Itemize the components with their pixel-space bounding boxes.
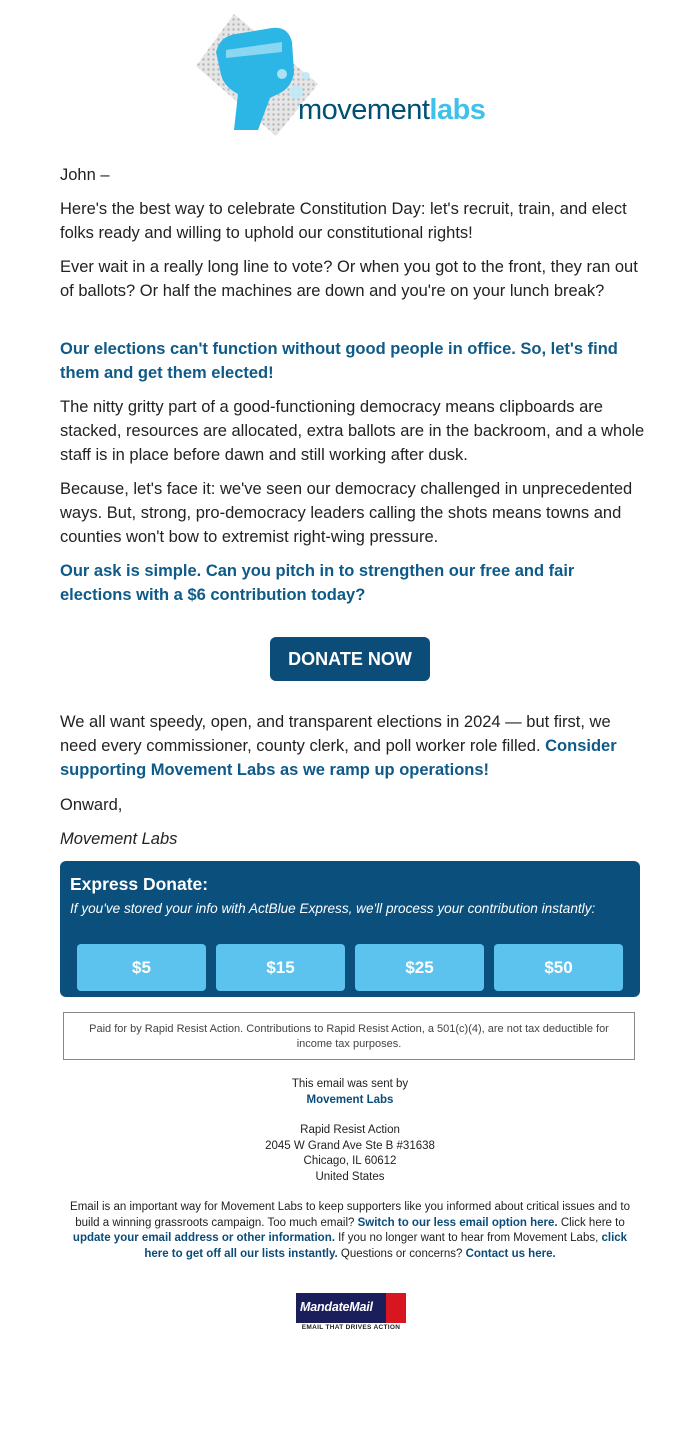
paragraph-1: Here's the best way to celebrate Constitution Day: let's recruit, train, and elect folks ready and willing to uphold our constitutional rights!: [60, 200, 627, 242]
logo-wordmark: [298, 94, 485, 127]
footer-text-1: Email is an important way for Movement Labs to keep supporters like you informed about critical issues and to build a winning grassroots campaign. Too much email?: [70, 1201, 630, 1229]
express-donate-panel: [60, 861, 640, 997]
org-name: Rapid Resist Action: [300, 1124, 400, 1136]
signature: Movement Labs: [60, 830, 178, 848]
sender-link[interactable]: Movement Labs: [306, 1093, 394, 1106]
express-donate-subtitle: If you've stored your info with ActBlue Express, we'll process your contribution instantly:: [70, 901, 596, 916]
paragraph-7-text: We all want speedy, open, and transparent elections in 2024 — but first, we need every commissioner, county clerk, and poll worker role filled.: [60, 713, 611, 755]
mandatemail-badge[interactable]: [296, 1293, 406, 1333]
express-donate-title: Express Donate:: [70, 874, 209, 894]
movementlabs-logo: [196, 12, 506, 140]
address-country: United States: [315, 1170, 385, 1183]
donate-5-button[interactable]: $5: [77, 944, 206, 991]
logo-word-movement: movement: [298, 94, 430, 126]
paragraph-3-emphasis: Our elections can't function without good people in office. So, let's find them and get them elected!: [60, 340, 618, 382]
update-email-link[interactable]: update your email address or other information.: [72, 1232, 335, 1244]
donate-50-button[interactable]: $50: [494, 944, 623, 991]
consider-supporting-link[interactable]: Consider supporting Movement Labs as we ramp up operations!: [60, 737, 617, 779]
paragraph-6-emphasis: Our ask is simple. Can you pitch in to strengthen our free and fair elections with a $6 contribution today?: [60, 562, 575, 604]
paragraph-5: Because, let's face it: we've seen our democracy challenged in unprecedented ways. But, strong, pro-democracy leaders calling the shots means towns and counties won't bow to extremist right-wing pressure.: [60, 480, 633, 546]
footer-address-block: [60, 1123, 640, 1185]
greeting: John –: [60, 166, 110, 184]
donate-now-button[interactable]: DONATE NOW: [270, 637, 430, 681]
contact-us-link[interactable]: Contact us here.: [465, 1247, 556, 1260]
donate-25-button[interactable]: $25: [355, 944, 484, 991]
footer-text-4: Questions or concerns?: [337, 1247, 466, 1260]
mandatemail-name: MandateMail: [300, 1300, 373, 1314]
footer-text-3: If you no longer want to hear from Movement Labs,: [334, 1232, 602, 1244]
footer-sender-block: [60, 1077, 640, 1108]
unsubscribe-link[interactable]: click here to get off all our lists instantly.: [144, 1232, 628, 1260]
sent-by-text: This email was sent by: [291, 1078, 409, 1090]
footer-text-2: Click here to: [557, 1216, 625, 1229]
paid-for-disclaimer: Paid for by Rapid Resist Action. Contributions to Rapid Resist Action, a 501(c)(4), are not tax deductible for income tax purposes.: [63, 1012, 635, 1060]
paragraph-7: [60, 710, 645, 782]
address-line-1: 2045 W Grand Ave Ste B #31638: [265, 1139, 435, 1152]
address-line-2: Chicago, IL 60612: [303, 1155, 397, 1167]
signoff: Onward,: [60, 796, 123, 814]
mandatemail-flag-icon: [386, 1293, 406, 1323]
less-email-link[interactable]: Switch to our less email option here.: [357, 1216, 558, 1229]
footer-preferences-text: [60, 1200, 640, 1262]
donate-15-button[interactable]: $15: [216, 944, 345, 991]
paragraph-2: Ever wait in a really long line to vote? Or when you got to the front, they ran out of ballots? Or half the machines are down and you're on your lunch break?: [60, 258, 638, 300]
mandatemail-tagline: EMAIL THAT DRIVES ACTION: [301, 1324, 401, 1331]
logo-word-labs: labs: [429, 94, 486, 126]
paragraph-4: The nitty gritty part of a good-functioning democracy means clipboards are stacked, resources are allocated, extra ballots are in the backroom, and a whole staff is in place before dawn and still working after dusk.: [60, 398, 645, 464]
